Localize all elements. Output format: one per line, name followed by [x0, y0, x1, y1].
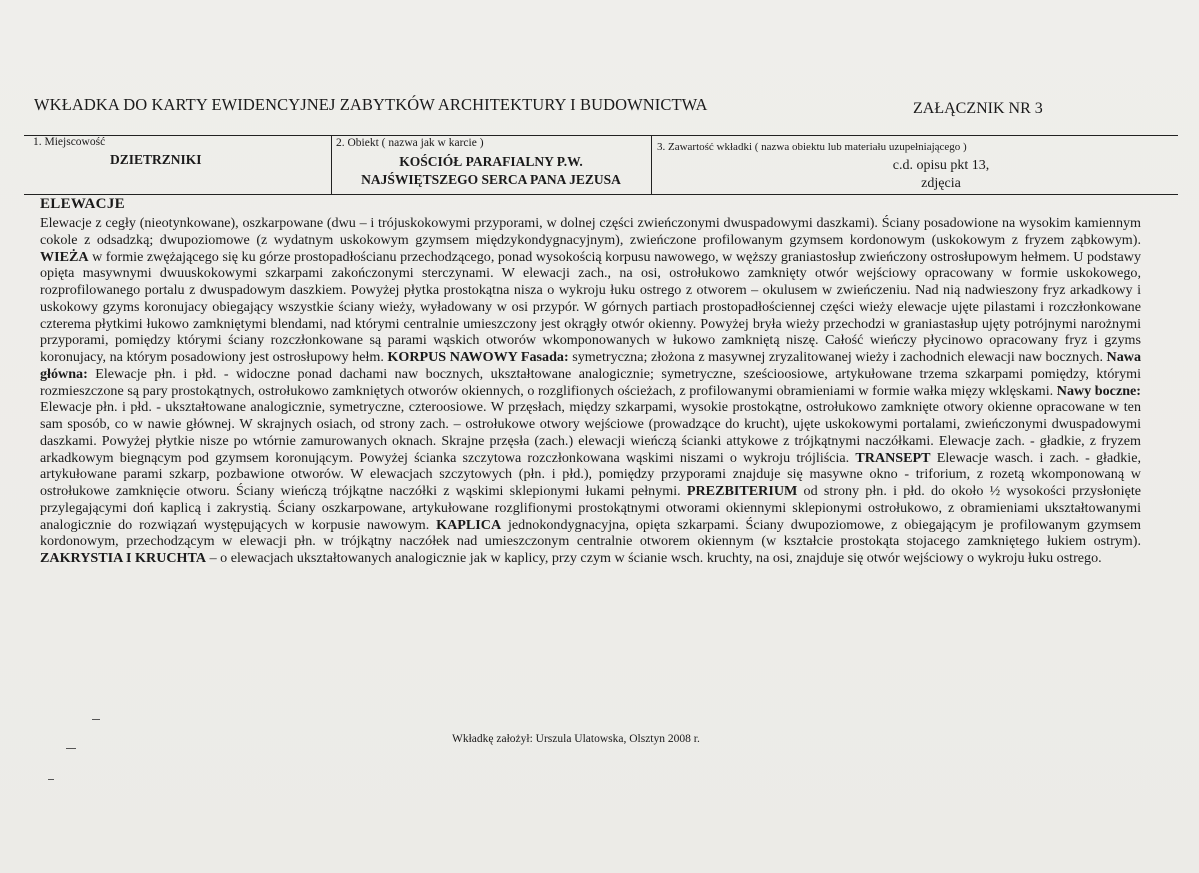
- heading-nawa-glowna: Nawa główna:: [40, 349, 1141, 382]
- content-value-line2: zdjęcia: [921, 176, 961, 191]
- author-note: Wkładkę założył: Urszula Ulatowska, Olsztyn 2008 r.: [452, 733, 700, 745]
- description-body: [40, 215, 1141, 567]
- text-segment: Elewacje wasch. i zach. - gładkie, artykułowane parami szkarp, pozbawione otworów. W elewacjach szczytowych (płn. i płd.), pomiędzy przyporami znajduje się masywne okno - triforium, z rozetą wkomponowaną w ostrołukowe zamknięcie otworu. Ściany wieńczą trójkątne naczółki z wąskimi sklepionymi łukami pełnymi.: [40, 449, 1141, 499]
- scan-mark: [92, 719, 100, 720]
- location-label: 1. Miejscowość: [33, 136, 106, 148]
- heading-nawy-boczne: Nawy boczne:: [1056, 382, 1141, 399]
- text-segment: od strony płn. i płd. do około ½ wysokości przysłonięte przylegającymi doń kaplicą i zakrystią. Ściany oszkarpowane, artykułowane rozglifionymi prostokątnymi otworami okiennymi sklepionymi ostrołukowo, z obramieniami ukształtowanymi analogicznie do rozwiązań występujących w korpusie nawowym.: [40, 483, 1142, 533]
- text-segment: Elewacje płn. i płd. - widoczne ponad dachami naw bocznych, ukształtowane analogicznie; symetryczne, sześcioosiowe, artykułowane trzema szkarpami pomiędzy, którymi rozmieszczone są pary prostokątnych, ostrołukowo zamkniętych otworów okiennych, o rozglifionych ościeżach, z profilowanymi obramieniami w formie wałka mięzy wklęskami.: [40, 365, 1141, 399]
- document-title: WKŁADKA DO KARTY EWIDENCYJNEJ ZABYTKÓW ARCHITEKTURY I BUDOWNICTWA: [34, 95, 708, 114]
- heading-korpus-nawowy: KORPUS NAWOWY Fasada:: [387, 349, 569, 365]
- text-segment: symetryczna; złożona z masywnej zryzalitowanej wieży i zachodnich elewacji naw bocznych.: [568, 349, 1107, 365]
- annex-number: ZAŁĄCZNIK NR 3: [913, 100, 1043, 117]
- object-value-line1: KOŚCIÓŁ PARAFIALNY P.W.: [399, 154, 583, 169]
- location-value: DZIETRZNIKI: [110, 152, 202, 167]
- object-label: 2. Obiekt ( nazwa jak w karcie ): [336, 137, 484, 149]
- table-top-rule: [24, 135, 1178, 136]
- heading-prezbiterium: PREZBITERIUM: [686, 483, 798, 499]
- content-label: 3. Zawartość wkładki ( nazwa obiektu lub materiału uzupełniającego ): [657, 141, 967, 153]
- text-segment: Elewacje płn. i płd. - ukształtowane analogicznie, symetryczne, czteroosiowe. W przęsłach, między szkarpami, wysokie prostokątne, ostrołukowo zamknięte otwory okienne opracowane w ten sam sposób, co w nawie głównej. W skrajnych osiach, od strony zach. – ostrołukowe otwory wejściowe (prowadzące do krucht), ujęte uskokowymi portalami, zwieńczonymi dwuspadowymi daszkami. Powyżej płytkie nisze po wtórnie zamurowanych oknach. Skrajne przęsła (zach.) elewacji wieńczą ścianki attykowe z trójkątnymi naczółkami. Elewacje zach. - gładkie, z fryzem arkadkowym biegnącym pod gzymsem koronującym. Powyżej ścianka szczytowa rozczłonkowana wąskimi niszami o wykroju trójliścia.: [40, 399, 1141, 466]
- text-segment: w formie zwężającego się ku górze prostopadłościanu przechodzącego, ponad wysokością korpusu nawowego, w węższy graniastosłup zwieńczony ostrosłupowym hełmem. U podstawy opięta masywnymi dwuuskokowymi szkarpami zakończonymi sterczynami. W elewacji zach., na osi, ostrołukowo zamknięty otwór wejściowy opracowany w formie uskokowego, rozprofilowanego portalu z dwuspadowym daszkiem. Powyżej płytka prostokątna nisza o wykroju łuku ostrego z otworem – okulusem w zwieńczeniu. Nad nią nadwieszony fryz arkadkowy i uskokowy gzyms koronujacy obiegający wszystkie ściany wieży, wyładowany w osi przypór. W górnych partiach prostopadłościennej części wieży elewacje ujęte pilastami i rozczłonkowane czterema płytkimi łukowo zamkniętymi blendami, nad którymi centralnie umieszczony jest okrągły otwór okienny. Powyżej bryła wieży przechodzi w graniastasłup ujęty potrójnymi narożnymi przyporami, pomiędzy którymi ściany rozczłonkowane są parami wąskich otworów wkomponowanych w łukowo zamkniętą niszę. Całość wieńczy płycinowo opracowany fryz i gzyms koronujacy, na którym posadowiony jest ostrosłupowy hełm.: [40, 248, 1141, 365]
- scan-mark: [66, 748, 76, 749]
- text-segment: – o elewacjach ukształtowanych analogicznie jak w kaplicy, przy czym w ścianie wsch. kruchty, na osi, znajduje się otwór wejściowy o wykroju łuku ostrego.: [206, 550, 1102, 566]
- text-segment: jednokondygnacyjna, opięta szkarpami. Ściany dwupoziomowe, z obiegającym je profilowanym gzymsem kordonowym, przechodzącym w elewacji płn. w trójkątny naczółek nad umieszczonym centralnie otworem okiennym (w kształcie prostokąta stojacego zamkniętego łukiem ostrym).: [40, 516, 1141, 550]
- scan-mark: [48, 779, 54, 780]
- object-value-line2: NAJŚWIĘTSZEGO SERCA PANA JEZUSA: [361, 172, 621, 187]
- content-value-line1: c.d. opisu pkt 13,: [892, 158, 990, 173]
- table-bottom-rule: [24, 194, 1178, 195]
- heading-wieza: WIEŻA: [40, 248, 89, 265]
- heading-kaplica: KAPLICA: [436, 516, 502, 533]
- heading-zakrystia-kruchta: ZAKRYSTIA I KRUCHTA: [40, 550, 207, 566]
- heading-transept: TRANSEPT: [855, 449, 931, 466]
- section-title: ELEWACJE: [40, 196, 125, 212]
- text-segment: Elewacje z cegły (nieotynkowane), oszkarpowane (dwu – i trójuskokowymi przyporami, w dolnej części zwieńczonymi dwuspadowymi daszkami). Ściany posadowione na wysokim kamiennym cokole z odsadzką; dwupoziomowe (z wydatnym uskokowym gzymsem międzykondygnacyjnym), zwieńczone profilowanym gzymsem kordonowym (uskokowym z fryzem ząbkowym).: [40, 215, 1141, 248]
